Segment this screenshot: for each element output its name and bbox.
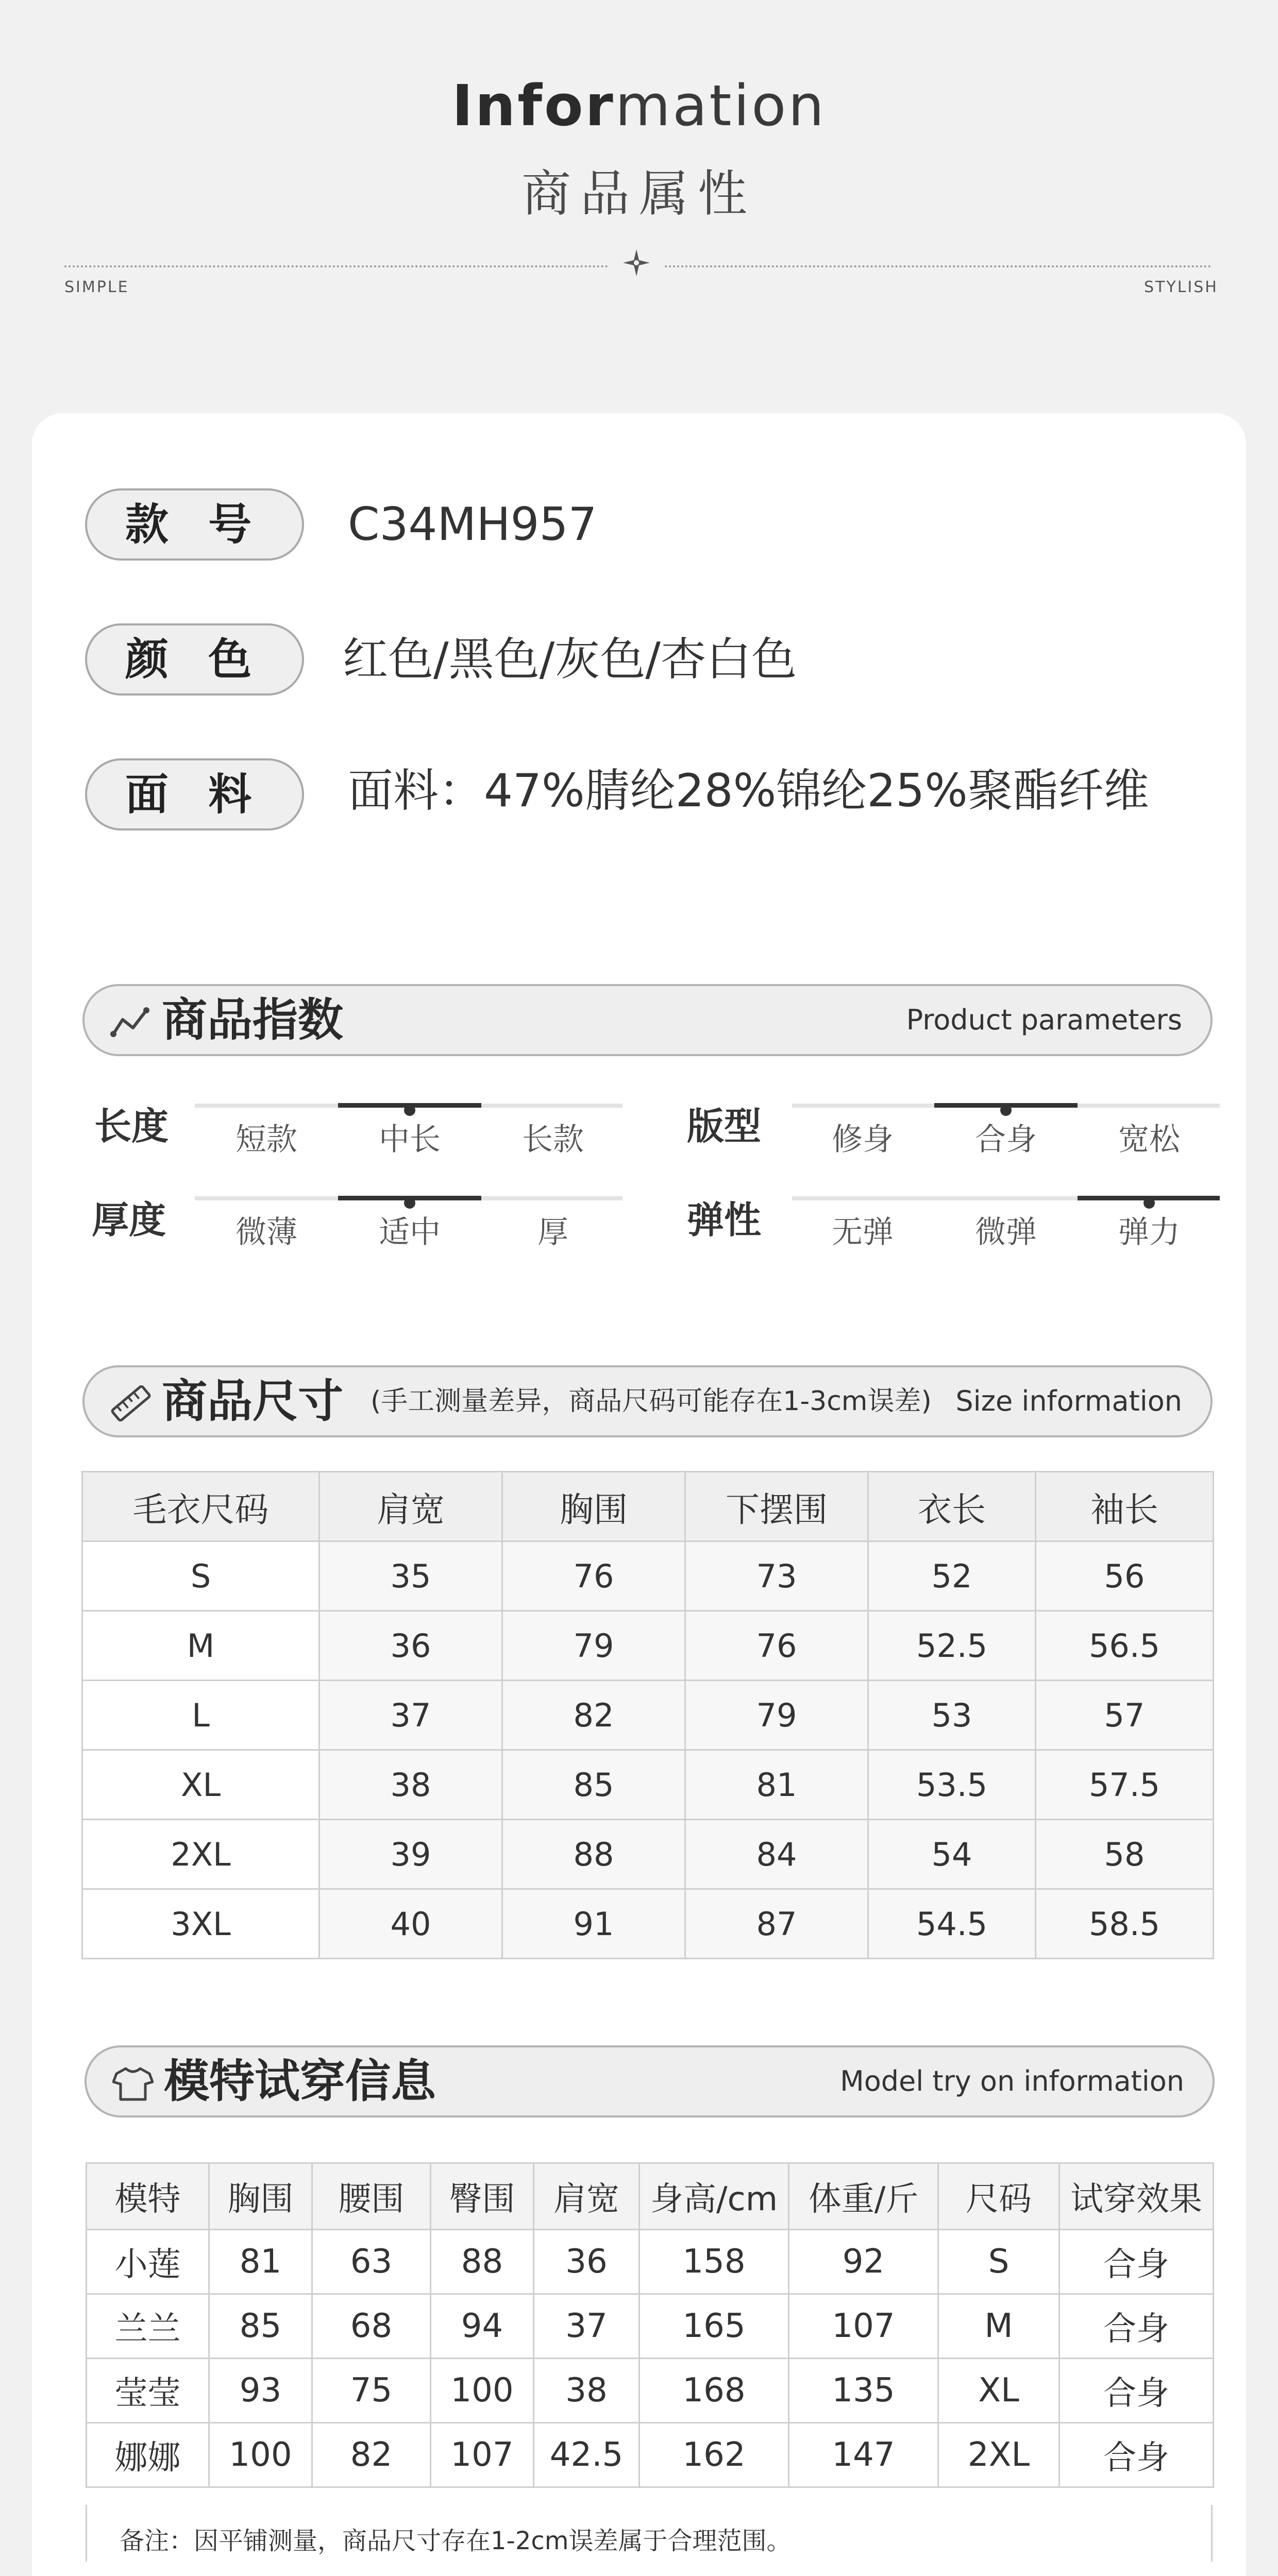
table-cell: 37: [534, 2294, 640, 2359]
title-light: mation: [615, 73, 827, 139]
table-cell: 3XL: [82, 1889, 320, 1959]
table-row: [82, 1820, 1214, 1889]
table-cell: 娜娜: [87, 2423, 209, 2487]
size-info-header: [82, 1365, 1213, 1437]
right-dotted-divider: [665, 265, 1211, 267]
table-cell: XL: [82, 1750, 320, 1820]
table-cell: 54: [868, 1820, 1036, 1889]
index-option: 长款: [522, 1122, 584, 1158]
table-row: [87, 2294, 1214, 2359]
table-cell: 87: [685, 1889, 868, 1959]
table-cell: M: [82, 1611, 320, 1681]
index-label-fit: 版型: [687, 1105, 762, 1148]
index-option-selected: 弹力: [1118, 1214, 1180, 1250]
color-value: 红色/黑色/灰色/杏白色: [343, 633, 797, 686]
column-header: 身高/cm: [640, 2163, 789, 2230]
index-option-selected: 适中: [379, 1214, 441, 1250]
table-cell: 100: [209, 2423, 312, 2487]
table-cell: 2XL: [938, 2423, 1060, 2487]
table-cell: 53.5: [868, 1750, 1036, 1820]
index-option: 短款: [236, 1122, 297, 1158]
table-cell: M: [938, 2294, 1060, 2359]
column-header: 臀围: [431, 2163, 534, 2230]
table-cell: 85: [502, 1750, 685, 1820]
table-cell: 54.5: [868, 1889, 1036, 1959]
size-table: [81, 1471, 1214, 1959]
table-cell: 85: [209, 2294, 312, 2359]
table-cell: 82: [502, 1681, 685, 1750]
column-header: 试穿效果: [1060, 2163, 1214, 2230]
tshirt-icon: [112, 2065, 154, 2102]
table-cell: XL: [938, 2359, 1060, 2423]
table-cell: 73: [685, 1541, 868, 1611]
column-header: 肩宽: [534, 2163, 640, 2230]
line-trend-icon: [110, 1004, 152, 1040]
table-cell: 合身: [1060, 2294, 1214, 2359]
table-cell: 53: [868, 1681, 1036, 1750]
index-label-length: 长度: [94, 1105, 169, 1148]
table-cell: 92: [789, 2230, 938, 2294]
table-cell: 57: [1036, 1681, 1214, 1750]
table-cell: 81: [685, 1750, 868, 1820]
table-cell: 36: [320, 1611, 502, 1681]
table-row: [82, 1889, 1214, 1959]
table-row: [82, 1681, 1214, 1750]
table-row: [87, 2230, 1214, 2294]
table-cell: 82: [312, 2423, 431, 2487]
table-cell: 37: [320, 1681, 502, 1750]
table-cell: 38: [320, 1750, 502, 1820]
table-header-row: [87, 2163, 1214, 2230]
table-cell: 35: [320, 1541, 502, 1611]
product-index-header: [82, 984, 1213, 1056]
column-header: 肩宽: [320, 1472, 502, 1541]
index-option: 修身: [832, 1122, 894, 1158]
table-row: [87, 2359, 1214, 2423]
table-cell: 135: [789, 2359, 938, 2423]
table-cell: 兰兰: [87, 2294, 209, 2359]
table-cell: 88: [431, 2230, 534, 2294]
table-row: [82, 1750, 1214, 1820]
table-cell: 56.5: [1036, 1611, 1214, 1681]
table-cell: 莹莹: [87, 2359, 209, 2423]
index-marker-length: [404, 1105, 415, 1116]
column-header: 胸围: [502, 1472, 685, 1541]
table-cell: 94: [431, 2294, 534, 2359]
size-info-english: Size information: [955, 1385, 1182, 1417]
table-cell: 68: [312, 2294, 431, 2359]
left-dotted-divider: [64, 265, 608, 267]
index-option-selected: 中长: [379, 1122, 441, 1158]
table-cell: 40: [320, 1889, 502, 1959]
index-option: 微弹: [975, 1214, 1037, 1250]
column-header: 体重/斤: [789, 2163, 938, 2230]
table-cell: S: [938, 2230, 1060, 2294]
table-cell: 107: [789, 2294, 938, 2359]
size-info-note: (手工测量差异，商品尺码可能存在1-3cm误差): [371, 1386, 932, 1417]
table-cell: 39: [320, 1820, 502, 1889]
fabric-value: 面料：47%腈纶28%锦纶25%聚酯纤维: [348, 764, 1149, 817]
title-bold: Infor: [451, 73, 615, 139]
style-number-label: 款 号: [85, 488, 304, 561]
product-index-english: Product parameters: [906, 1004, 1182, 1036]
table-cell: 76: [502, 1541, 685, 1611]
page-title: [0, 67, 1278, 144]
model-note: 备注：因平铺测量，商品尺寸存在1-2cm误差属于合理范围。: [120, 2527, 792, 2555]
simple-tag: SIMPLE: [64, 278, 129, 296]
table-cell: 81: [209, 2230, 312, 2294]
index-label-elasticity: 弹性: [687, 1198, 762, 1242]
index-marker-thickness: [404, 1197, 415, 1209]
table-cell: 58: [1036, 1820, 1214, 1889]
table-cell: 合身: [1060, 2423, 1214, 2487]
index-option: 宽松: [1118, 1122, 1180, 1158]
table-cell: 165: [640, 2294, 789, 2359]
table-cell: 合身: [1060, 2230, 1214, 2294]
table-header-row: [82, 1472, 1214, 1541]
table-cell: 42.5: [534, 2423, 640, 2487]
table-cell: 2XL: [82, 1820, 320, 1889]
index-marker-elasticity: [1144, 1197, 1155, 1209]
table-cell: 100: [431, 2359, 534, 2423]
table-cell: 168: [640, 2359, 789, 2423]
table-cell: 107: [431, 2423, 534, 2487]
table-row: [82, 1611, 1214, 1681]
table-cell: 162: [640, 2423, 789, 2487]
stylish-tag: STYLISH: [1144, 278, 1218, 296]
table-cell: 147: [789, 2423, 938, 2487]
model-info-english: Model try on information: [840, 2065, 1184, 2097]
color-label: 颜 色: [85, 623, 304, 696]
style-number-value: C34MH957: [348, 498, 597, 551]
table-cell: L: [82, 1681, 320, 1750]
table-cell: 79: [502, 1611, 685, 1681]
table-cell: 58.5: [1036, 1889, 1214, 1959]
table-cell: 93: [209, 2359, 312, 2423]
table-cell: 63: [312, 2230, 431, 2294]
column-header: 尺码: [938, 2163, 1060, 2230]
column-header: 衣长: [868, 1472, 1036, 1541]
column-header: 下摆围: [685, 1472, 868, 1541]
table-row: [87, 2423, 1214, 2487]
table-cell: 小莲: [87, 2230, 209, 2294]
table-cell: 91: [502, 1889, 685, 1959]
table-row: [82, 1541, 1214, 1611]
model-info-title: 模特试穿信息: [164, 2055, 436, 2108]
index-marker-fit: [1000, 1105, 1012, 1116]
index-option: 无弹: [832, 1214, 894, 1250]
index-option-selected: 合身: [975, 1122, 1037, 1158]
product-index-title: 商品指数: [162, 993, 344, 1046]
index-option: 微薄: [236, 1214, 297, 1250]
table-cell: 52: [868, 1541, 1036, 1611]
table-cell: 36: [534, 2230, 640, 2294]
index-label-thickness: 厚度: [92, 1198, 166, 1242]
model-info-header: [85, 2045, 1215, 2117]
column-header: 袖长: [1036, 1472, 1214, 1541]
ruler-icon: [110, 1385, 152, 1421]
table-cell: 158: [640, 2230, 789, 2294]
column-header: 模特: [87, 2163, 209, 2230]
table-cell: 84: [685, 1820, 868, 1889]
index-option: 厚: [537, 1214, 568, 1250]
table-cell: 52.5: [868, 1611, 1036, 1681]
table-cell: 56: [1036, 1541, 1214, 1611]
four-point-star-icon: [621, 247, 652, 278]
column-header: 毛衣尺码: [82, 1472, 320, 1541]
table-cell: S: [82, 1541, 320, 1611]
table-cell: 75: [312, 2359, 431, 2423]
table-cell: 79: [685, 1681, 868, 1750]
size-info-title: 商品尺寸: [162, 1375, 344, 1428]
column-header: 胸围: [209, 2163, 312, 2230]
model-table: [86, 2162, 1214, 2488]
table-cell: 合身: [1060, 2359, 1214, 2423]
fabric-label: 面 料: [85, 758, 304, 831]
table-cell: 57.5: [1036, 1750, 1214, 1820]
column-header: 腰围: [312, 2163, 431, 2230]
page-subtitle: 商品属性: [522, 165, 756, 223]
table-cell: 76: [685, 1611, 868, 1681]
table-cell: 88: [502, 1820, 685, 1889]
table-cell: 38: [534, 2359, 640, 2423]
